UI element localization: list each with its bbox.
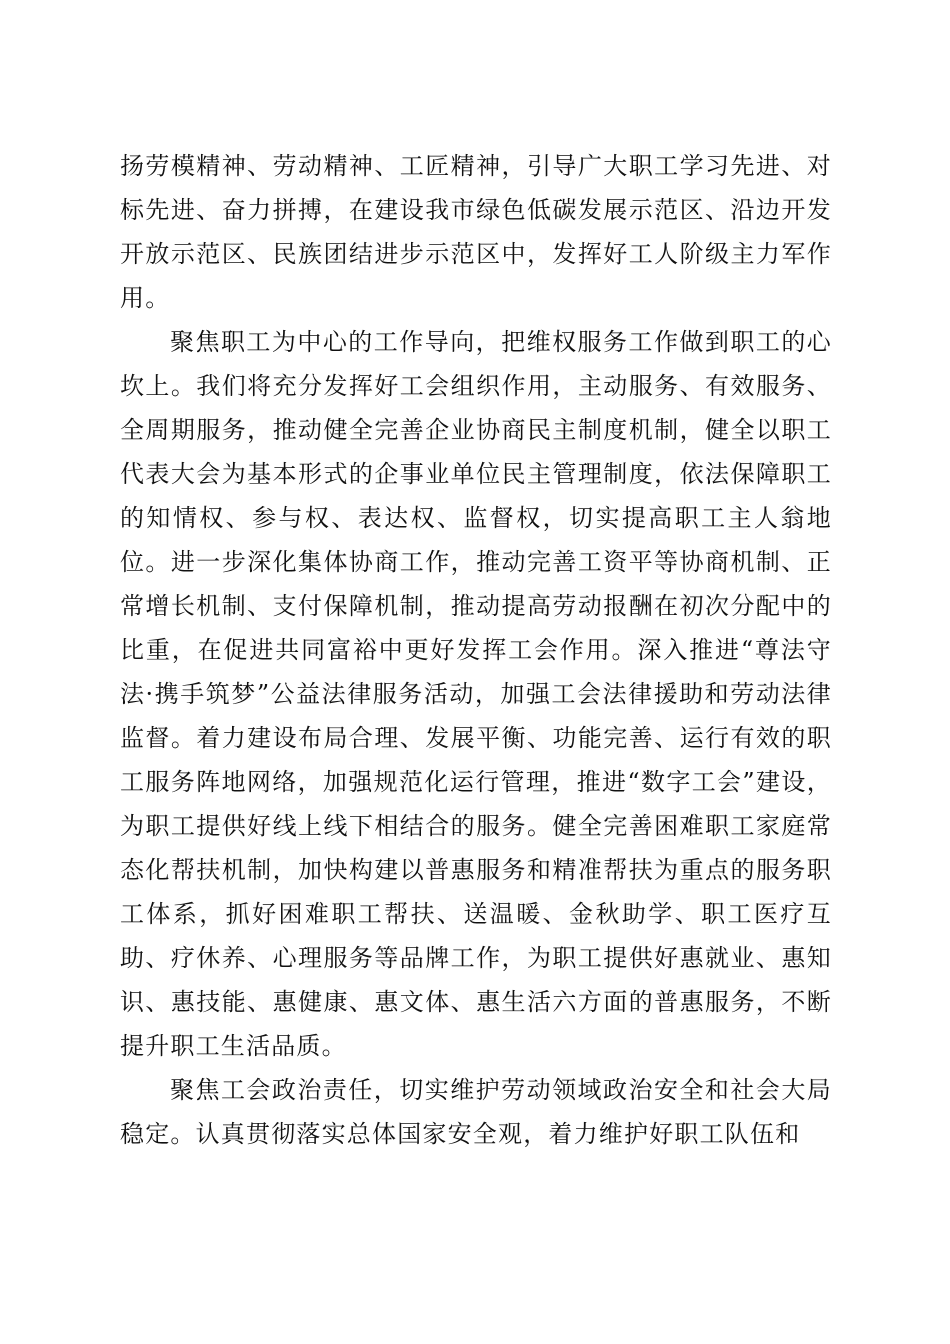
document-body [120,144,832,1156]
paragraph-1: 扬劳模精神、劳动精神、工匠精神，引导广大职工学习先进、对标先进、奋力拼搏，在建设我市绿色低碳发展示范区、沿边开发开放示范区、民族团结进步示范区中，发挥好工人阶级主力军作用。 [120,152,832,312]
paragraph-2: 聚焦职工为中心的工作导向，把维权服务工作做到职工的心坎上。我们将充分发挥好工会组织作用，主动服务、有效服务、全周期服务，推动健全完善企业协商民主制度机制，健全以职工代表大会为基本形式的企事业单位民主管理制度，依法保障职工的知情权、参与权、表达权、监督权，切实提高职工主人翁地位。进一步深化集体协商工作，推动完善工资平等协商机制、正常增长机制、支付保障机制，推动提高劳动报酬在初次分配中的比重，在促进共同富裕中更好发挥工会作用。深入推进“尊法守法·携手筑梦”公益法律服务活动，加强工会法律援助和劳动法律监督。着力建设布局合理、发展平衡、功能完善、运行有效的职工服务阵地网络，加强规范化运行管理，推进“数字工会”建设，为职工提供好线上线下相结合的服务。健全完善困难职工家庭常态化帮扶机制，加快构建以普惠服务和精准帮扶为重点的服务职工体系，抓好困难职工帮扶、送温暖、金秋助学、职工医疗互助、疗休养、心理服务等品牌工作，为职工提供好惠就业、惠知识、惠技能、惠健康、惠文体、惠生活六方面的普惠服务，不断提升职工生活品质。 [120,328,832,1060]
paragraph-3: 聚焦工会政治责任，切实维护劳动领域政治安全和社会大局稳定。认真贯彻落实总体国家安全观，着力维护好职工队伍和 [120,1076,832,1148]
